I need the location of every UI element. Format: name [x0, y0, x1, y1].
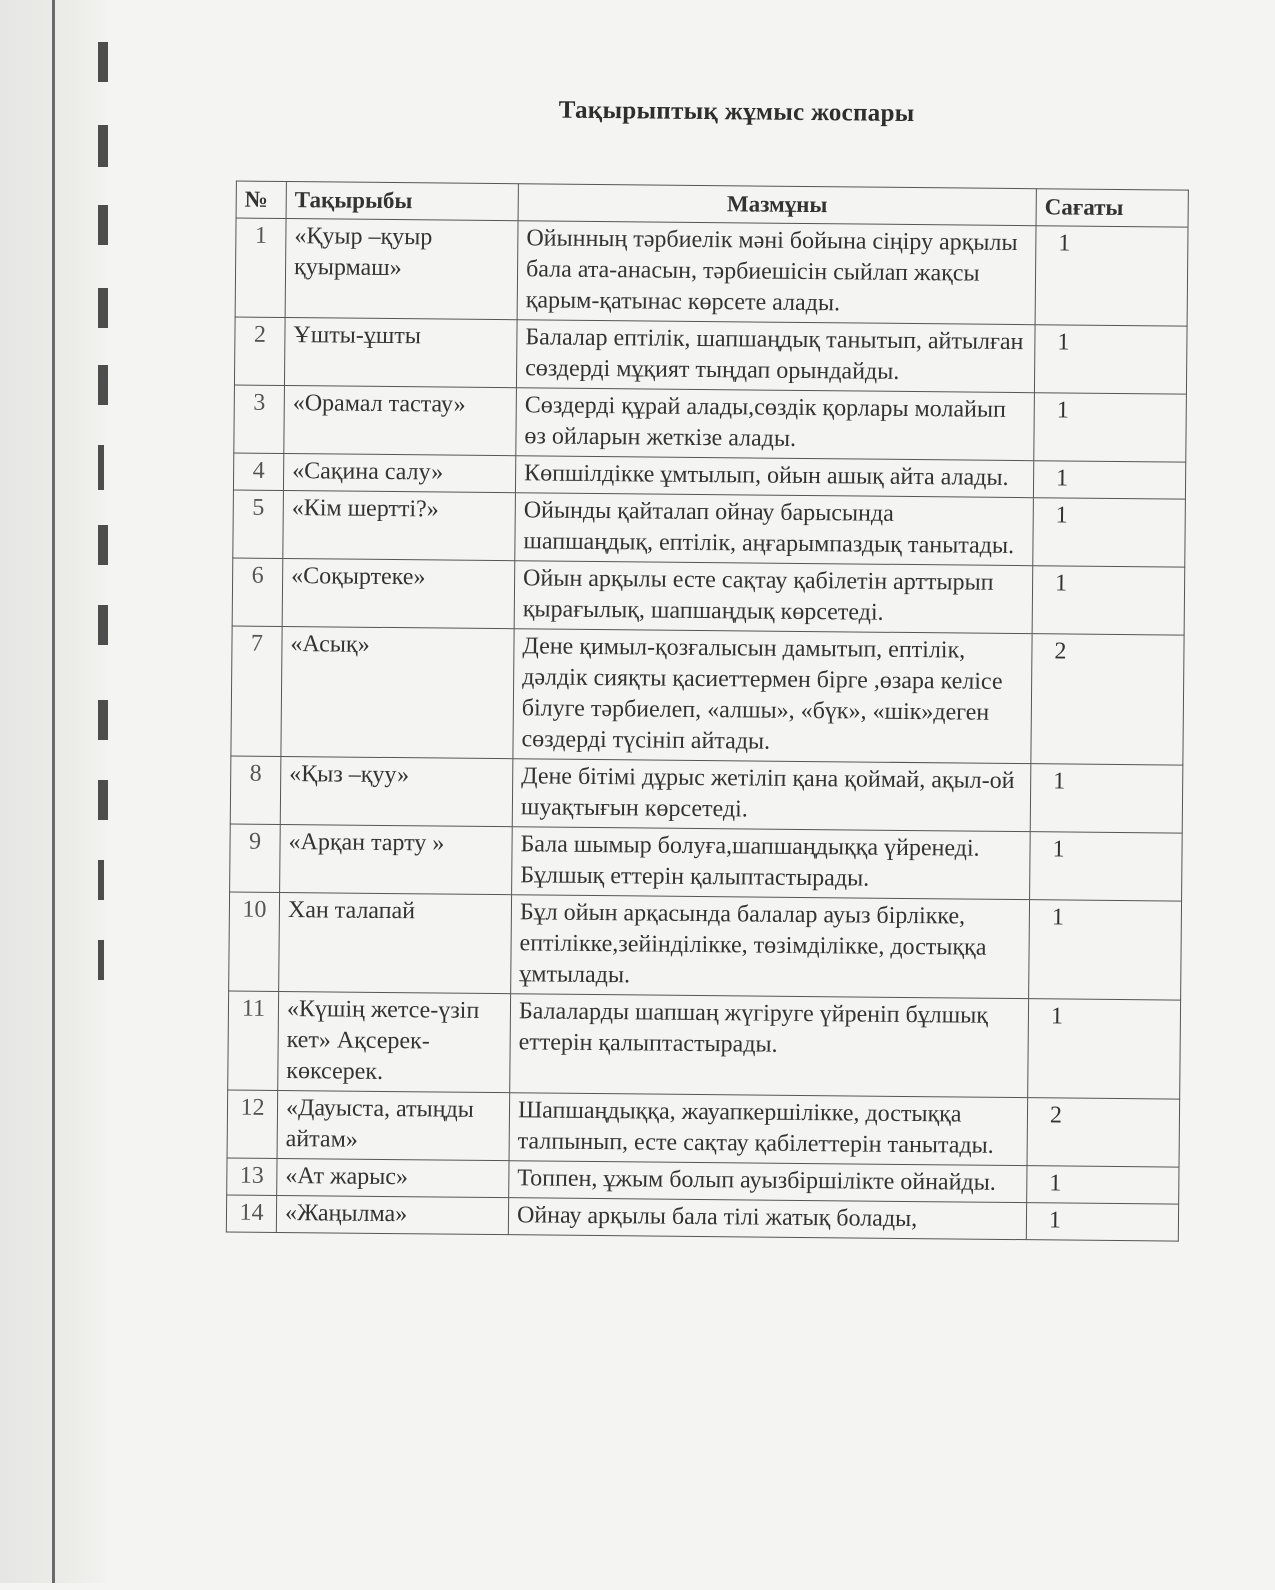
row-topic: «Сақина салу» — [283, 453, 515, 492]
row-topic: «Ат жарыс» — [277, 1158, 509, 1197]
row-number: 12 — [227, 1090, 278, 1158]
row-content: Сөздерді құрай алады,сөздік қорлары молайып өз ойларын жеткізе алады. — [516, 388, 1035, 461]
row-content: Ойнау арқылы бала тілі жатық болады, — [508, 1198, 1026, 1240]
row-topic: «Асық» — [281, 626, 514, 758]
table-row — [231, 626, 1184, 765]
row-hours: 1 — [1029, 900, 1182, 1000]
row-number: 4 — [233, 453, 283, 490]
row-number: 14 — [226, 1195, 276, 1232]
table-row — [234, 317, 1187, 394]
header-hours: Сағаты — [1036, 189, 1188, 227]
row-hours: 1 — [1030, 764, 1183, 833]
table-row — [235, 218, 1188, 326]
table-row — [226, 1195, 1178, 1241]
table-row — [230, 756, 1183, 833]
row-number: 6 — [232, 558, 283, 626]
row-content: Бала шымыр болуға,шапшаңдыққа үйренеді. Бұлшық еттерін қалыптастырады. — [512, 827, 1031, 900]
row-content: Ойынның тәрбиелік мәні бойына сіңіру арқылы бала ата-анасын, тәрбиешісін сыйлап жақсы қарым-қатынас көрсете алады. — [517, 221, 1036, 325]
row-hours: 2 — [1031, 634, 1184, 765]
row-number: 8 — [230, 756, 281, 824]
row-content: Балаларды шапшаң жүгіруге үйреніп бұлшық еттерін қалыптастырады. — [510, 994, 1029, 1098]
row-topic: «Қыз –қуу» — [280, 756, 513, 826]
row-topic: «Күшің жетсе-үзіп кет» Ақсерек-көксерек. — [278, 991, 511, 1092]
table-row — [229, 892, 1182, 1000]
row-topic: «Арқан тарту » — [280, 824, 513, 894]
table-row — [233, 490, 1186, 567]
row-hours: 1 — [1034, 393, 1187, 462]
row-hours: 1 — [1033, 498, 1186, 567]
row-topic: «Орамал тастау» — [284, 385, 517, 455]
table-row — [228, 991, 1181, 1099]
row-hours: 1 — [1032, 566, 1185, 635]
row-content: Көпшілдікке ұмтылып, ойын ашық айта алады. — [515, 456, 1033, 498]
row-content: Ойынды қайталап ойнау барысында шапшаңдық, ептілік, аңғарымпаздық танытады. — [515, 493, 1034, 566]
row-content: Дене қимыл-қозғалысын дамытып, ептілік, дәлдік сияқты қасиеттермен бірге ,өзара келісе білуге тәрбиелеп, «алшы», «бүк», «шік»деген сөздерді түсініп айтады. — [513, 629, 1032, 764]
row-topic: «Қуыр –қуыр қуырмаш» — [285, 218, 518, 319]
table-row — [227, 1090, 1180, 1167]
row-hours: 1 — [1028, 999, 1181, 1099]
document-title: Тақырыптық жұмыс жоспары — [558, 96, 915, 128]
row-content: Балалар ептілік, шапшаңдық танытып, айтылған сөздерді мұқият тыңдап орындайды. — [516, 320, 1035, 393]
row-content: Ойын арқылы есте сақтау қабілетін арттырып қырағылық, шапшаңдық көрсетеді. — [514, 561, 1033, 634]
row-content: Топпен, ұжым болып ауызбіршілікте ойнайды. — [509, 1161, 1027, 1203]
row-hours: 1 — [1033, 461, 1185, 499]
header-number: № — [236, 181, 286, 218]
work-plan-table — [226, 181, 1189, 1242]
row-topic: «Соқыртеке» — [282, 558, 515, 628]
table-row — [232, 558, 1185, 635]
row-hours: 2 — [1027, 1098, 1180, 1167]
row-hours: 1 — [1030, 832, 1183, 901]
row-number: 7 — [231, 626, 282, 756]
row-hours: 1 — [1027, 1166, 1179, 1204]
table-row — [234, 385, 1187, 462]
row-content: Шапшаңдыққа, жауапкершілікке, достыққа талпынып, есте сақтау қабілеттерін танытады. — [509, 1093, 1028, 1166]
table-row — [230, 824, 1183, 901]
header-content: Мазмұны — [518, 184, 1036, 226]
row-number: 10 — [229, 892, 280, 991]
row-number: 11 — [228, 991, 279, 1090]
row-number: 2 — [234, 317, 285, 385]
row-hours: 1 — [1035, 226, 1188, 326]
row-topic: «Жаңылма» — [276, 1195, 508, 1234]
row-topic: «Дауыста, атыңды айтам» — [277, 1090, 510, 1160]
row-hours: 1 — [1026, 1203, 1178, 1241]
row-number: 1 — [235, 218, 286, 317]
row-hours: 1 — [1034, 325, 1187, 394]
row-number: 9 — [230, 824, 281, 892]
row-topic: Ұшты-ұшты — [284, 317, 517, 387]
row-content: Дене бітімі дұрыс жетіліп қана қоймай, ақыл-ой шуақтығын көрсетеді. — [512, 759, 1031, 832]
header-topic: Тақырыбы — [286, 182, 518, 221]
row-number: 3 — [234, 385, 285, 453]
row-topic: Хан талапай — [279, 892, 512, 993]
row-number: 5 — [233, 490, 284, 558]
row-topic: «Кім шертті?» — [283, 490, 516, 560]
row-content: Бұл ойын арқасында балалар ауыз бірлікке, ептілікке,зейінділікке, төзімділікке, достыққа ұмтылады. — [511, 895, 1030, 999]
row-number: 13 — [227, 1158, 277, 1195]
